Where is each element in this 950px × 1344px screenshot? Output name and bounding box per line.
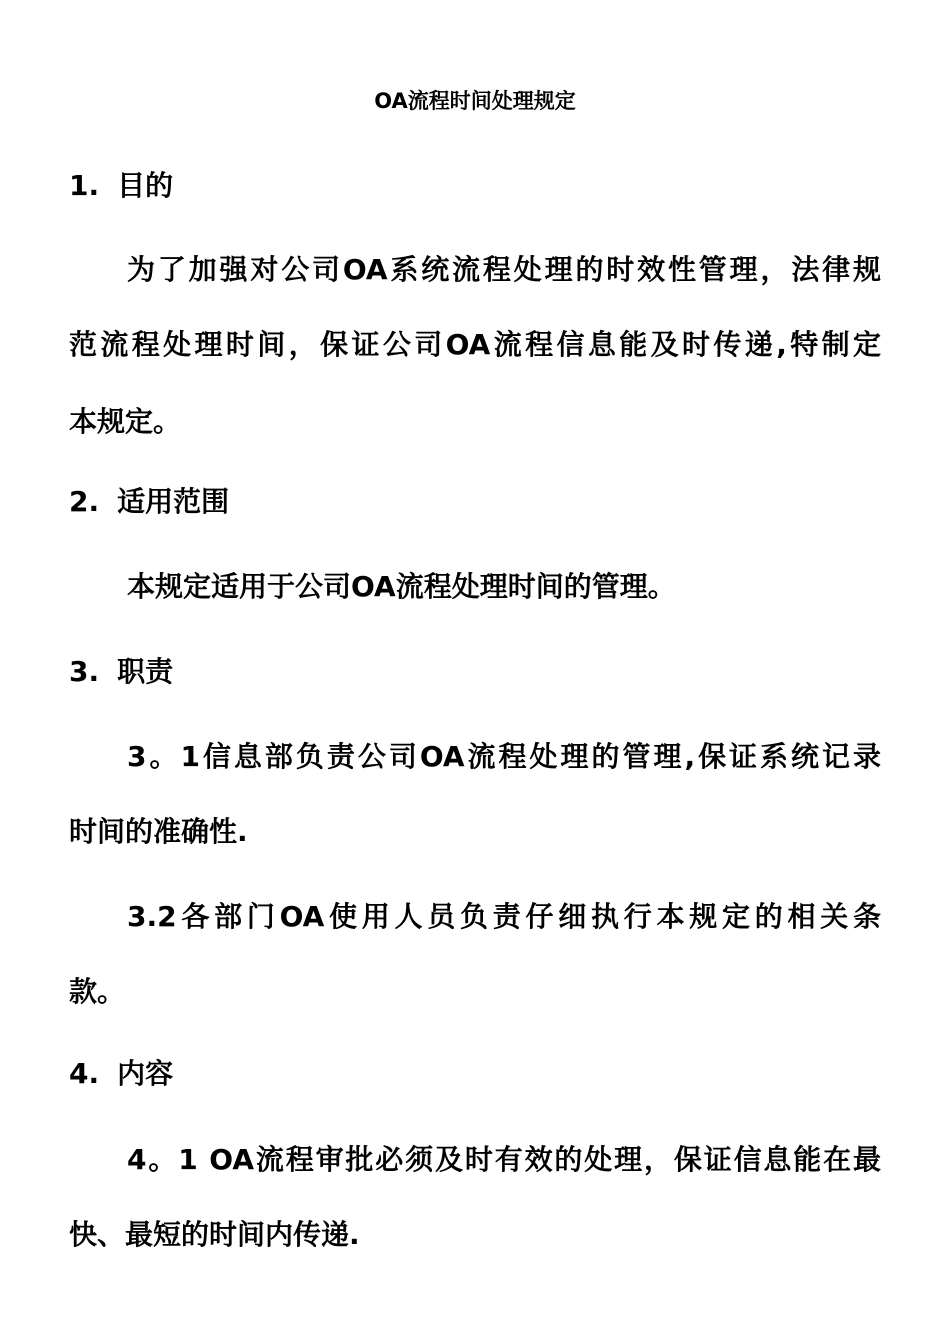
section-title: 内容 [117,1057,174,1090]
section-number: 4. [69,1057,100,1090]
section-heading-scope [69,482,229,522]
paragraph-line: 为了加强对公司OA系统流程处理的时效性管理，法律规 [127,253,881,286]
document-title: OA流程时间处理规定 [374,89,576,113]
paragraph-line: 快、最短的时间内传递. [69,1218,360,1251]
section-number: 2. [69,485,100,518]
section-title: 目的 [117,169,174,202]
paragraph-line: 本规定适用于公司OA流程处理时间的管理。 [127,570,676,603]
section-heading-content [69,1054,173,1094]
paragraph-line: 3。1信息部负责公司OA流程处理的管理,保证系统记录 [127,740,881,773]
paragraph-line: 4。1 OA流程审批必须及时有效的处理，保证信息能在最 [127,1143,881,1176]
paragraph-line: 范流程处理时间，保证公司OA流程信息能及时传递,特制定 [69,328,881,361]
paragraph-line: 款。 [69,975,126,1008]
section-heading-purpose [69,166,173,206]
paragraph-line: 3.2各部门OA使用人员负责仔细执行本规定的相关条 [127,900,881,933]
section-title: 适用范围 [117,485,230,518]
section-heading-responsibilities [69,652,173,692]
paragraph-line: 本规定。 [69,405,182,438]
section-number: 1. [69,169,100,202]
section-number: 3. [69,655,100,688]
paragraph-line: 时间的准确性. [69,815,248,848]
section-title: 职责 [117,655,174,688]
